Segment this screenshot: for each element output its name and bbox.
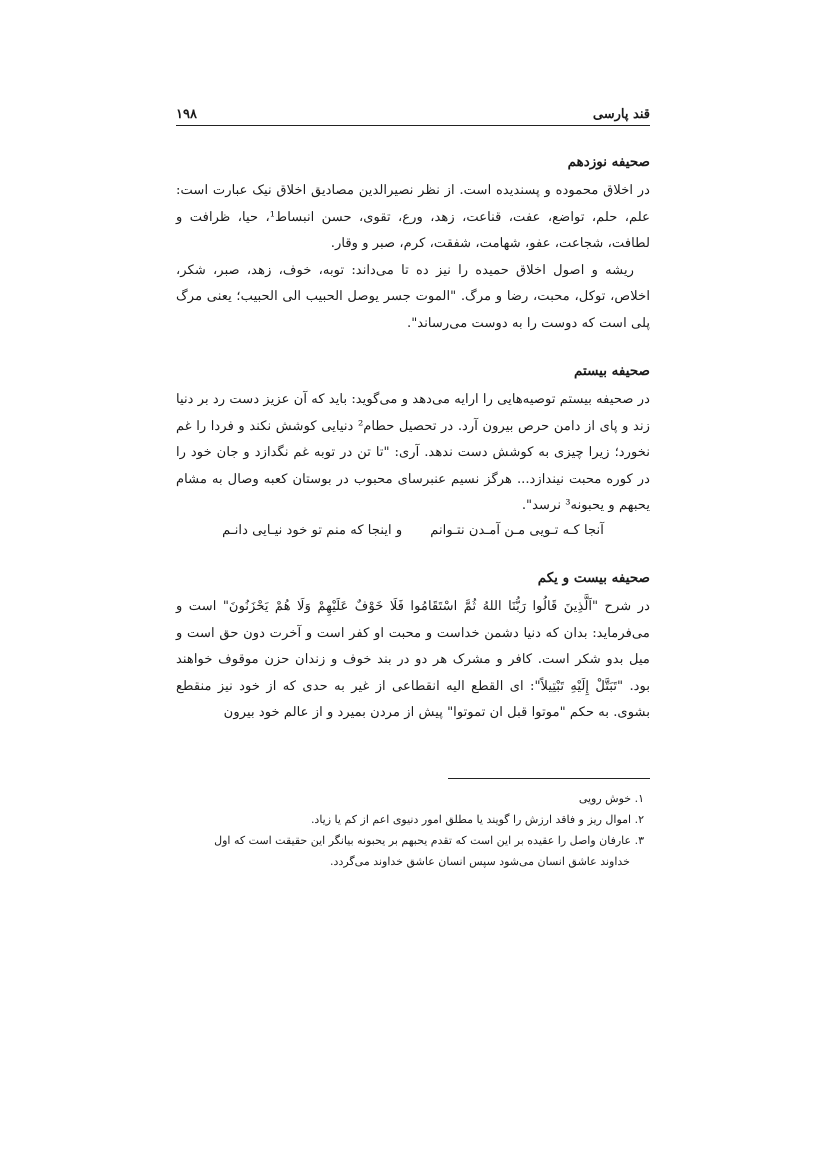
- section-19: [176, 150, 650, 337]
- running-title: قند پارسی: [592, 107, 650, 122]
- header-rule: [176, 125, 650, 126]
- page-header: [176, 100, 650, 122]
- footnote: ۱. خوش رویی: [578, 792, 644, 805]
- footnote-text: ۳. عارفان واصل را عقیده بر این است که تقدم یحبهم بر یحبونه بیانگر این حقیقت است که اول: [214, 834, 644, 847]
- footnote-continuation: خداوند عاشق انسان می‌شود سپس انسان عاشق خداوند می‌گردد.: [330, 855, 630, 868]
- section-21: [176, 566, 650, 727]
- footnote: ۲. اموال ریز و فاقد ارزش را گویند یا مطلق امور دنیوی اعم از کم یا زیاد.: [310, 813, 644, 826]
- paragraph: ریشه و اصول اخلاق حمیده را نیز ده تا می‌داند: توبه، خوف، زهد، صبر، شکر، اخلاص، توکل، محبت، رضا و مرگ. "الموت جسر یوصل الحبیب الی الحبیب؛ یعنی مرگ پلی است که دوست را به دوست می‌رساند".: [176, 262, 650, 331]
- footnotes: [176, 788, 650, 872]
- paragraph: در اخلاق محموده و پسندیده است. از نظر نصیرالدین مصادیق اخلاق نیک عبارت است: علم، حلم، تواضع، عفت، قناعت، زهد، ورع، تقوی، حسن انبساط¹، حیا، ظرافت و لطافت، شجاعت، عفو، شهامت، شفقت، کرم، صبر و وقار.: [176, 183, 651, 251]
- section-title: صحیفه بیستم: [574, 363, 650, 379]
- footnote: [176, 830, 650, 872]
- section-title: صحیفه نوزدهم: [567, 154, 650, 170]
- section-title: صحیفه بیست و یکم: [537, 570, 650, 586]
- body-text: [176, 150, 650, 749]
- footnote-rule: [448, 778, 650, 779]
- paragraph: در صحیفه بیستم توصیه‌هایی را ارایه می‌دهد و می‌گوید: باید که آن عزیز دست رد بر دنیا زند و پای از دامن حرص بیرون آرد. در تحصیل حطام² دنیایی کوشش نکند و فردا را غم نخورد؛ زیرا چیزی به کوشش دست ندهد. آری: "تا تن در توبه غم نگدازد و جان خود را در کوره محبت نیندازد... هرگز نسیم عنبرسای محبوب در بوستان کعبه وصال به مشام یحبهم و یحبونه³ نرسد".: [176, 392, 651, 513]
- verse-hemistich: و اینجا که منم تو خود نیـایی دانـم: [222, 522, 403, 538]
- section-20: [176, 359, 650, 544]
- verse-hemistich: آنجا کـه تـویی مـن آمـدن نتـوانم: [430, 522, 604, 538]
- verse: [176, 518, 650, 545]
- paragraph: در شرح "اَلَّذِینَ قَالُوا رَبُّنَا اللهُ ثُمَّ اسْتَقَامُوا فَلَا خَوْفٌ عَلَیْهِمْ وَلَا هُمْ یَحْزَنُونَ" است و می‌فرماید: بدان که دنیا دشمن خداست و محبت او کفر است و آخرت دون حق است و میل بدو شکر است. کافر و مشرک هر دو در بند خوف و زندان حزن موقوف خواهند بود. "تَبَتَّلْ إِلَیْهِ تَبْتِیلاً": ای القطع الیه انقطاعی از غیر به حدی که از خود نیز منقطع بشوی. به حکم "موتوا قبل ان تموتوا" پیش از مردن بمیرد و از عالم خود بیرون: [176, 599, 650, 720]
- page-number: ۱۹۸: [176, 107, 197, 122]
